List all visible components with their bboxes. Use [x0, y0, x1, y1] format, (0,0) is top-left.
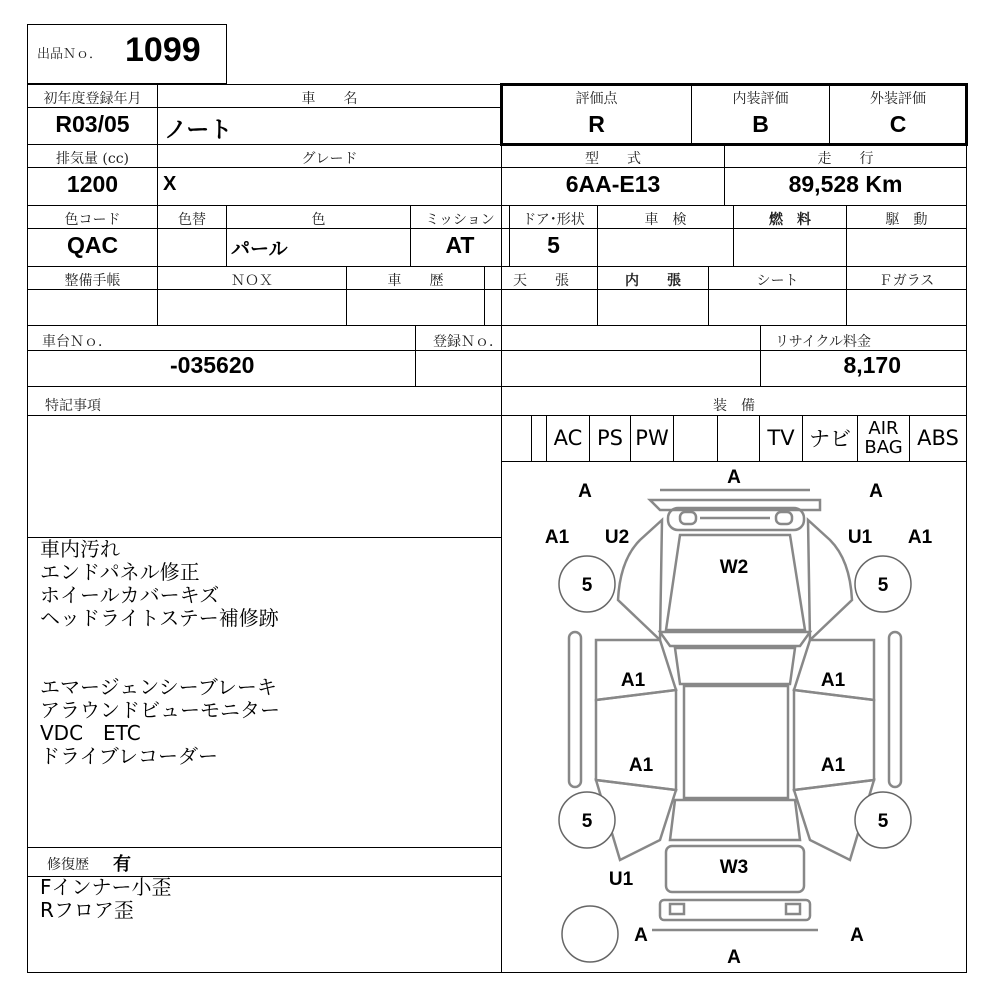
first-reg-label: 初年度登録年月: [43, 91, 142, 107]
car-name-label: 車 名: [301, 91, 358, 107]
note-3: ホイールカバーキズ: [40, 583, 220, 607]
code-door-fr: A1: [820, 670, 846, 691]
score-value: R: [588, 111, 605, 137]
code-tire-rl: 5: [581, 811, 593, 832]
equip-pw: PW: [635, 426, 669, 450]
code-rear-left: A: [634, 925, 648, 946]
equip-abs: ABS: [917, 426, 959, 450]
note-1: 車内汚れ: [40, 537, 120, 561]
code-fender-fl2: U2: [604, 527, 630, 548]
color-code-value: QAC: [66, 232, 119, 258]
notes-label: 特記事項: [45, 398, 101, 414]
code-hood: W2: [719, 557, 749, 578]
fglass-label: Ｆガラス: [878, 273, 935, 289]
transmission-label: ミッション: [425, 212, 495, 228]
chassis-label: 車台Ｎｏ．: [42, 334, 112, 350]
interior-value: B: [752, 111, 769, 137]
fuel-label: 燃 料: [769, 212, 811, 228]
equip-airbag-line2: BAG: [864, 437, 903, 458]
grade-label: グレード: [301, 151, 358, 167]
recycle-value: 8,170: [843, 352, 901, 378]
color-value: パール: [231, 239, 288, 260]
exterior-label: 外装評価: [870, 91, 926, 107]
reg-no-label: 登録Ｎｏ．: [433, 334, 503, 350]
model-value: 6AA-E13: [565, 171, 661, 197]
code-fender-fr: U1: [847, 527, 873, 548]
transmission-value: AT: [445, 232, 475, 258]
code-rear-right: A: [850, 925, 864, 946]
recycle-label: リサイクル料金: [775, 334, 872, 350]
equip-note-2: アラウンドビューモニター: [40, 698, 280, 722]
code-front-bumper: A: [727, 467, 741, 488]
maintenance-label: 整備手帳: [64, 273, 121, 289]
first-reg-value: R03/05: [55, 111, 130, 137]
door-shape-label: ドア･形状: [522, 212, 585, 228]
equip-note-3: VDC ETC: [40, 721, 141, 745]
code-door-rl: A1: [628, 755, 654, 776]
lot-number: 1099: [125, 31, 201, 69]
grade-value: X: [163, 173, 177, 195]
car-diagram: [502, 462, 966, 972]
code-front-right: A: [869, 481, 883, 502]
equip-ac: AC: [553, 426, 583, 450]
repair-note-2: Rフロア歪: [40, 898, 134, 922]
code-rear-bumper: A: [727, 947, 741, 968]
mileage-label: 走 行: [817, 151, 874, 167]
code-fender-fr2: A1: [907, 527, 933, 548]
equip-airbag-line1: AIR: [868, 418, 899, 439]
roof-label: 天 張: [513, 273, 569, 289]
score-label: 評価点: [575, 91, 618, 107]
equipment-label: 装 備: [713, 398, 755, 414]
equip-note-4: ドライブレコーダー: [40, 744, 218, 768]
repair-history-label: 修復歴: [47, 857, 89, 873]
color-label: 色: [311, 212, 326, 228]
equip-ps: PS: [597, 426, 623, 450]
exterior-value: C: [889, 111, 907, 137]
note-2: エンドパネル修正: [40, 560, 200, 584]
repair-note-1: Fインナー小歪: [40, 875, 172, 899]
displacement-value: 1200: [66, 171, 119, 197]
code-rear-left-u: U1: [608, 869, 634, 890]
drive-label: 駆 動: [885, 212, 928, 228]
code-door-rr: A1: [820, 755, 846, 776]
code-fender-fl: A1: [544, 527, 570, 548]
equip-note-1: エマージェンシーブレーキ: [40, 675, 277, 699]
repair-history-value: 有: [113, 854, 131, 875]
model-label: 型 式: [585, 151, 641, 167]
interior-label: 内装評価: [732, 91, 789, 107]
code-door-fl: A1: [620, 670, 646, 691]
lining-label: 内 張: [625, 273, 681, 289]
color-code-label: 色コード: [64, 212, 121, 228]
equip-airbag: [858, 415, 909, 461]
door-shape-value: 5: [547, 232, 560, 258]
code-tire-fl: 5: [581, 575, 593, 596]
inspection-label: 車 検: [644, 212, 687, 228]
mileage-value: 89,528 Km: [788, 171, 903, 197]
lot-label: 出品Ｎｏ．: [37, 47, 103, 62]
seat-label: シート: [756, 273, 799, 289]
code-rear-glass: W3: [719, 857, 749, 878]
car-name-value: ノート: [164, 116, 233, 142]
displacement-label: 排気量 (cc): [55, 151, 130, 167]
chassis-value: -035620: [170, 352, 255, 378]
code-front-left: A: [578, 481, 592, 502]
code-tire-fr: 5: [877, 575, 889, 596]
color-change-label: 色替: [178, 212, 206, 228]
nox-label: ＮＯＸ: [231, 273, 273, 289]
history-label: 車 歴: [387, 273, 444, 289]
note-4: ヘッドライトステー補修跡: [40, 606, 279, 630]
code-tire-rr: 5: [877, 811, 889, 832]
equip-tv: TV: [767, 426, 795, 450]
equip-navi: ナビ: [809, 427, 851, 451]
